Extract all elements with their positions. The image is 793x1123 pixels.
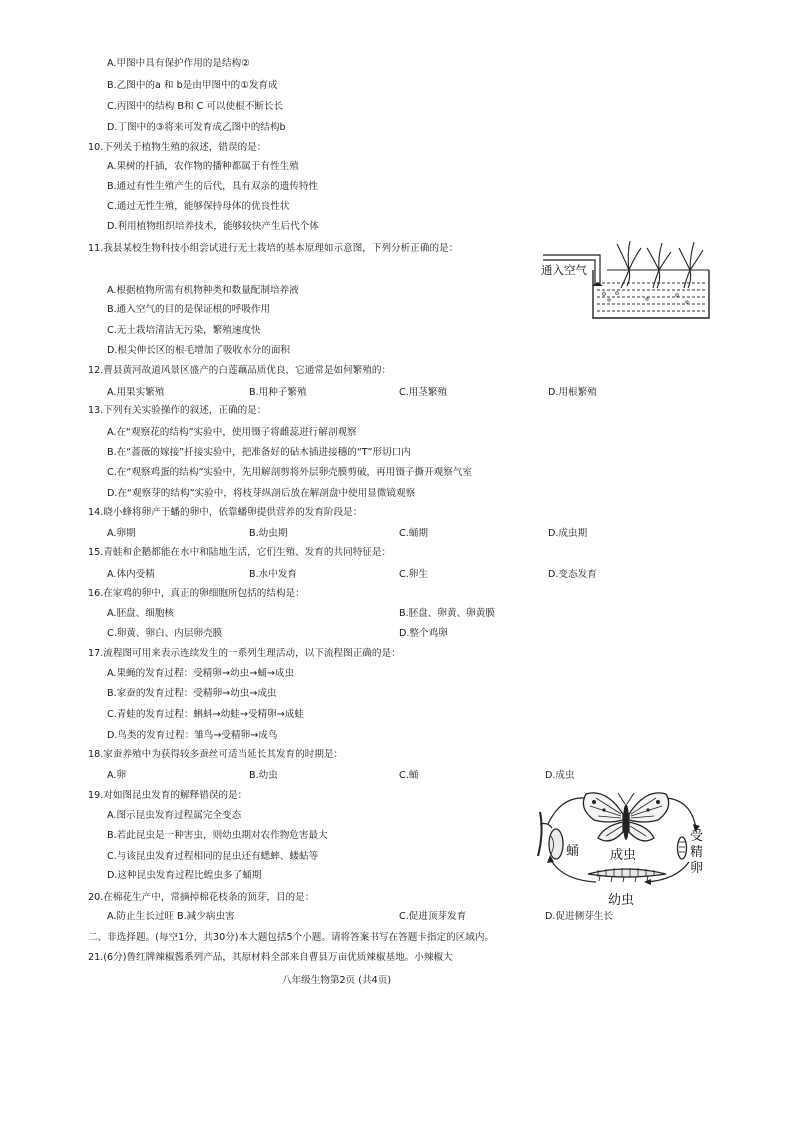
q11-option-b: B.通入空气的目的是保证根的呼吸作用: [107, 304, 271, 315]
q20-option-c: C.促进顶芽发育: [399, 911, 467, 922]
q18-option-b: B.幼虫: [249, 770, 278, 781]
q13-option-a: A.在“观察花的结构”实验中，使用镊子将雌蕊进行解剖观察: [107, 427, 357, 438]
page-footer: 八年级生物第2页 (共4页): [282, 975, 392, 986]
q16-option-c: C.卵黄、卵白、内层卵壳膜: [107, 628, 223, 639]
air-inlet-label: 通入空气: [541, 263, 587, 277]
q17-option-b: B.家蚕的发育过程：受精卵→幼虫→成虫: [107, 688, 277, 699]
pupa-label: 蛹: [566, 844, 580, 859]
q20-option-ab: A.防止生长过旺 B.减少病虫害: [107, 911, 235, 922]
q20-option-d: D.促进侧芽生长: [545, 911, 613, 922]
q11-option-a: A.根据植物所需有机物种类和数量配制培养液: [107, 285, 299, 296]
egg-label-char-2: 精: [690, 845, 704, 860]
q10-stem: 10.下列关于植物生殖的叙述，错误的是：: [88, 142, 267, 153]
q18-option-a: A.卵: [107, 770, 127, 781]
q13-option-b: B.在“蔷薇的嫁接”扦接实验中，把准备好的砧木插进接穗的“T”形切口内: [107, 447, 411, 458]
q20-stem: 20.在棉花生产中，常摘掉棉花枝条的顶芽，目的是：: [88, 892, 315, 903]
q16-stem: 16.在家鸡的卵中，真正的卵细胞所包括的结构是：: [88, 588, 305, 599]
egg-label-char-3: 卵: [690, 861, 704, 876]
q12-option-d: D.用根繁殖: [548, 387, 597, 398]
q9-option-d: D.丁图中的③将来可发育成乙图中的结构b: [107, 122, 286, 133]
q10-option-a: A.果树的扦插，农作物的播种都属于有性生殖: [107, 161, 299, 172]
q19-option-d: D.这种昆虫发育过程比蝗虫多了蛹期: [107, 870, 262, 881]
q11-stem: 11.我县某校生物科技小组尝试进行无土栽培的基本原理如示意图，下列分析正确的是：: [88, 243, 459, 254]
insect-lifecycle-figure: [526, 784, 716, 910]
q13-option-d: D.在“观察芽的结构”实验中，将枝芽纵剖后放在解剖盘中使用显微镜观察: [107, 488, 416, 499]
q12-option-a: A.用果实繁殖: [107, 387, 165, 398]
q9-option-b: B.乙图中的a 和 b是由甲图中的①发育成: [107, 80, 278, 91]
q18-stem: 18.家蚕养殖中为获得较多蚕丝可适当延长其发育的时期是：: [88, 749, 344, 760]
q19-option-b: B.若此昆虫是一种害虫，则幼虫期对农作物危害最大: [107, 830, 328, 841]
larva-label: 幼虫: [608, 893, 635, 908]
q13-option-c: C.在“观察鸡蛋的结构”实验中，先用解剖剪将外层卵壳膜剪破，再用镊子撕开观察气室: [107, 467, 473, 478]
q12-option-b: B.用种子繁殖: [249, 387, 307, 398]
q13-stem: 13.下列有关实验操作的叙述，正确的是：: [88, 405, 267, 416]
q15-option-d: D.变态发育: [548, 569, 597, 580]
q15-stem: 15.青蛙和企鹅都能在水中和陆地生活，它们生殖、发育的共同特征是：: [88, 547, 392, 558]
q10-option-c: C.通过无性生殖，能够保持母体的优良性状: [107, 201, 290, 212]
q19-stem: 19.对如图昆虫发育的解释错误的是：: [88, 790, 248, 801]
q10-option-d: D.利用植物组织培养技术，能够较快产生后代个体: [107, 221, 319, 232]
q10-option-b: B.通过有性生殖产生的后代，具有双亲的遗传特性: [107, 181, 319, 192]
q15-option-a: A.体内受精: [107, 569, 155, 580]
q16-option-d: D.整个鸡卵: [399, 628, 448, 639]
section-2-heading: 二、非选择题。(每空1分，共30分)本大题包括5个小题。请将答案书写在答题卡指定的区域内。: [88, 932, 495, 943]
q21-stem: 21.(6分)鲁红牌辣椒酱系列产品，其原材料全部来自曹县万亩优质辣椒基地。小辣椒大: [88, 952, 453, 963]
q12-stem: 12.曹县黄河故道风景区盛产的白莲藕品质优良，它通常是如何繁殖的：: [88, 365, 392, 376]
q15-option-b: B.水中发育: [249, 569, 298, 580]
adult-label: 成虫: [610, 848, 637, 863]
q14-stem: 14.晓小蜂将卵产于蟠的卵中，依靠蟠卵提供营养的发育阶段是：: [88, 507, 363, 518]
q9-option-a: A.甲图中具有保护作用的是结构②: [107, 58, 250, 69]
q11-option-c: C.无土栽培清洁无污染，繁殖速度快: [107, 325, 261, 336]
q18-option-d: D.成虫: [545, 770, 575, 781]
q17-option-d: D.鸟类的发育过程：雏鸟→受精卵→成鸟: [107, 730, 278, 741]
q12-option-c: C.用茎繁殖: [399, 387, 448, 398]
q16-option-a: A.胚盘、细胞核: [107, 608, 175, 619]
q14-option-d: D.成虫期: [548, 528, 588, 539]
hydroponics-figure: [537, 238, 717, 322]
q11-option-d: D.根尖伸长区的根毛增加了吸收水分的面积: [107, 345, 291, 356]
q17-option-c: C.青蛙的发育过程：蝌蚪→幼蛙→受精卵→成蛙: [107, 709, 304, 720]
q9-option-c: C.丙图中的结构 B和 C 可以使根不断长长: [107, 101, 284, 112]
q19-option-a: A.图示昆虫发育过程属完全变态: [107, 810, 242, 821]
egg-label-char-1: 受: [690, 829, 704, 844]
q14-option-a: A.卵期: [107, 528, 136, 539]
q14-option-c: C.蛹期: [399, 528, 428, 539]
q16-option-b: B.胚盘、卵黄、卵黄膜: [399, 608, 495, 619]
q15-option-c: C.卵生: [399, 569, 428, 580]
q14-option-b: B.幼虫期: [249, 528, 288, 539]
q17-option-a: A.果蝇的发育过程：受精卵→幼虫→蛹→成虫: [107, 668, 295, 679]
q17-stem: 17.流程图可用来表示连续发生的一系列生理活动，以下流程图正确的是：: [88, 648, 401, 659]
q18-option-c: C.蛹: [399, 770, 419, 781]
q19-option-c: C.与该昆虫发育过程相同的昆虫还有蟋蟀、蝼蛄等: [107, 851, 319, 862]
